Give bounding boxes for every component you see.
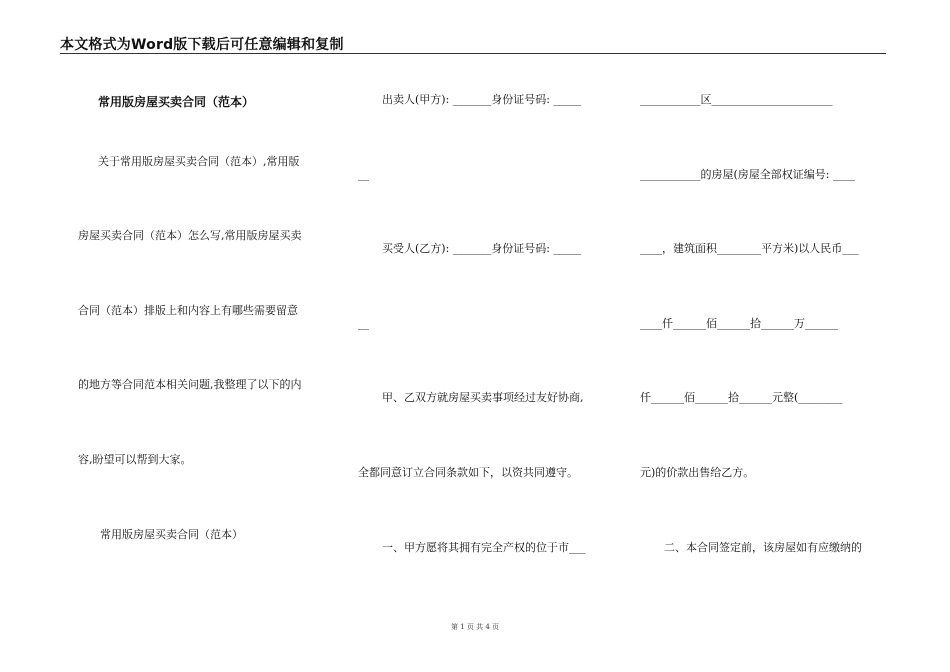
section-heading: 常用版房屋买卖合同（范本）	[100, 528, 243, 541]
paragraph-line: ____仟______佰______拾______万______	[640, 317, 838, 330]
paragraph-line: 仟______佰______拾______元整(________	[640, 391, 843, 404]
clause-two-line: 二、本合同签定前，该房屋如有应缴纳的	[664, 541, 862, 554]
paragraph-line: ___________的房屋(房屋全部权证编号: ____	[640, 168, 855, 181]
page-number: 第 1 页 共 4 页	[450, 623, 500, 631]
buyer-line: 买受人(乙方): _______身份证号码: _____	[382, 242, 581, 255]
blank-line: __	[358, 317, 369, 330]
paragraph-line: 关于常用版房屋买卖合同（范本）,常用版	[98, 155, 300, 168]
document-title: 常用版房屋买卖合同（范本）	[98, 95, 255, 109]
blank-line: __	[358, 168, 369, 181]
paragraph-line: 容,盼望可以帮到大家。	[78, 453, 192, 466]
paragraph-line: 全都同意订立合同条款如下，以资共同遵守。	[358, 466, 578, 479]
column-3	[640, 0, 886, 672]
header-title: 本文格式为Word版下载后可任意编辑和复制	[60, 37, 344, 53]
paragraph-line: 元)的价款出售给乙方。	[640, 466, 755, 479]
column-2	[358, 0, 608, 672]
seller-line: 出卖人(甲方): _______身份证号码: _____	[382, 93, 581, 106]
paragraph-line: 甲、乙双方就房屋买卖事项经过友好协商,	[382, 391, 584, 404]
paragraph-line: 合同（范本）排版上和内容上有哪些需要留意	[78, 304, 298, 317]
paragraph-line: ____，建筑面积________平方米)以人民币___	[640, 242, 859, 255]
paragraph-line: 的地方等合同范本相关问题,我整理了以下的内	[78, 378, 302, 391]
paragraph-line: ___________区______________________	[640, 93, 833, 106]
paragraph-line: 房屋买卖合同（范本）怎么写,常用版房屋买卖	[78, 229, 302, 242]
column-1	[78, 0, 323, 672]
clause-one-line: 一、甲方愿将其拥有完全产权的位于市___	[382, 541, 586, 554]
